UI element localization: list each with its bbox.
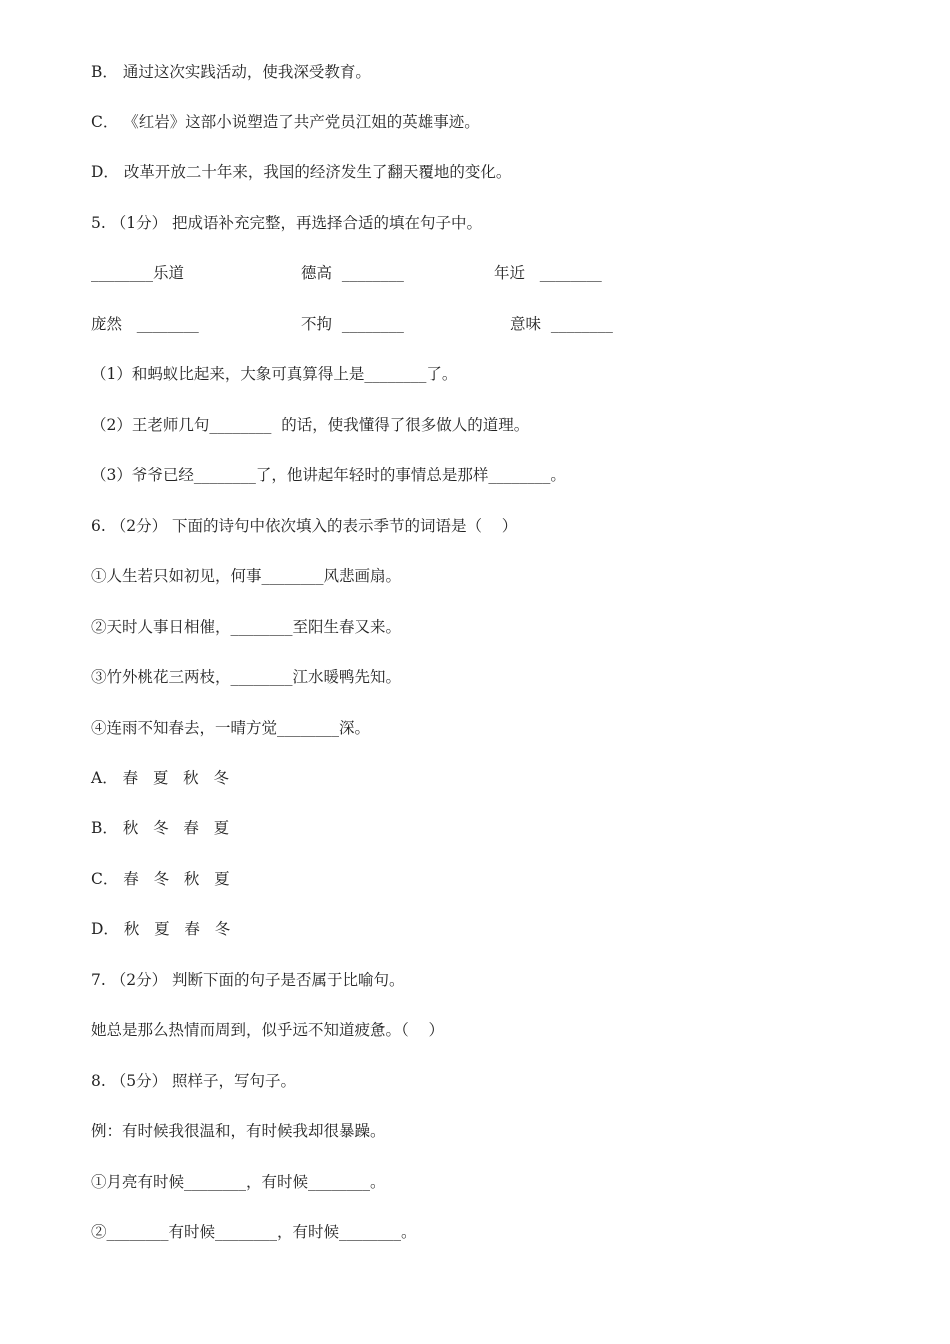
- q6-option-c: C． 春 冬 秋 夏: [91, 870, 230, 888]
- q8-item-1: ①月亮有时候________，有时候________。: [91, 1173, 386, 1191]
- q6-poem-2: ②天时人事日相催，________至阳生春又来。: [91, 618, 402, 636]
- q6-option-d: D． 秋 夏 春 冬: [91, 920, 231, 938]
- q5-idiom-1-1: ________乐道: [91, 264, 185, 282]
- q8-example: 例：有时候我很温和，有时候我却很暴躁。: [91, 1122, 386, 1140]
- q4-option-b: B． 通过这次实践活动，使我深受教育。: [91, 63, 371, 81]
- q6-poem-1: ①人生若只如初见，何事________风悲画扇。: [91, 567, 402, 585]
- q4-option-c: C． 《红岩》这部小说塑造了共产党员江姐的英雄事迹。: [91, 113, 480, 131]
- q5-idiom-2-3: 意味 ________: [510, 315, 613, 333]
- q5-idiom-2-2: 不拘 ________: [301, 315, 404, 333]
- q6-option-a: A． 春 夏 秋 冬: [91, 769, 229, 787]
- q4-option-d: D． 改革开放二十年来，我国的经济发生了翻天覆地的变化。: [91, 163, 512, 181]
- q5-title: 5. （1分） 把成语补充完整，再选择合适的填在句子中。: [91, 214, 483, 232]
- q8-title: 8. （5分） 照样子，写句子。: [91, 1072, 297, 1090]
- q5-sentence-3: （3）爷爷已经________了，他讲起年轻时的事情总是那样________。: [91, 466, 566, 484]
- q8-item-2: ②________有时候________，有时候________。: [91, 1223, 417, 1241]
- q6-poem-4: ④连雨不知春去，一晴方觉________深。: [91, 719, 371, 737]
- q7-sentence: 她总是那么热情而周到，似乎远不知道疲惫。（ ）: [91, 1021, 444, 1039]
- q5-idiom-2-1: 庞然 ________: [91, 315, 199, 333]
- q5-idiom-1-3: 年近 ________: [494, 264, 602, 282]
- q6-poem-3: ③竹外桃花三两枝，________江水暖鸭先知。: [91, 668, 402, 686]
- q5-idiom-1-2: 德高 ________: [301, 264, 404, 282]
- q5-sentence-2: （2）王老师几句________ 的话，使我懂得了很多做人的道理。: [91, 416, 530, 434]
- q5-sentence-1: （1）和蚂蚁比起来，大象可真算得上是________了。: [91, 365, 458, 383]
- q6-option-b: B． 秋 冬 春 夏: [91, 819, 230, 837]
- q6-title: 6. （2分） 下面的诗句中依次填入的表示季节的词语是（ ）: [91, 517, 518, 535]
- q7-title: 7. （2分） 判断下面的句子是否属于比喻句。: [91, 971, 405, 989]
